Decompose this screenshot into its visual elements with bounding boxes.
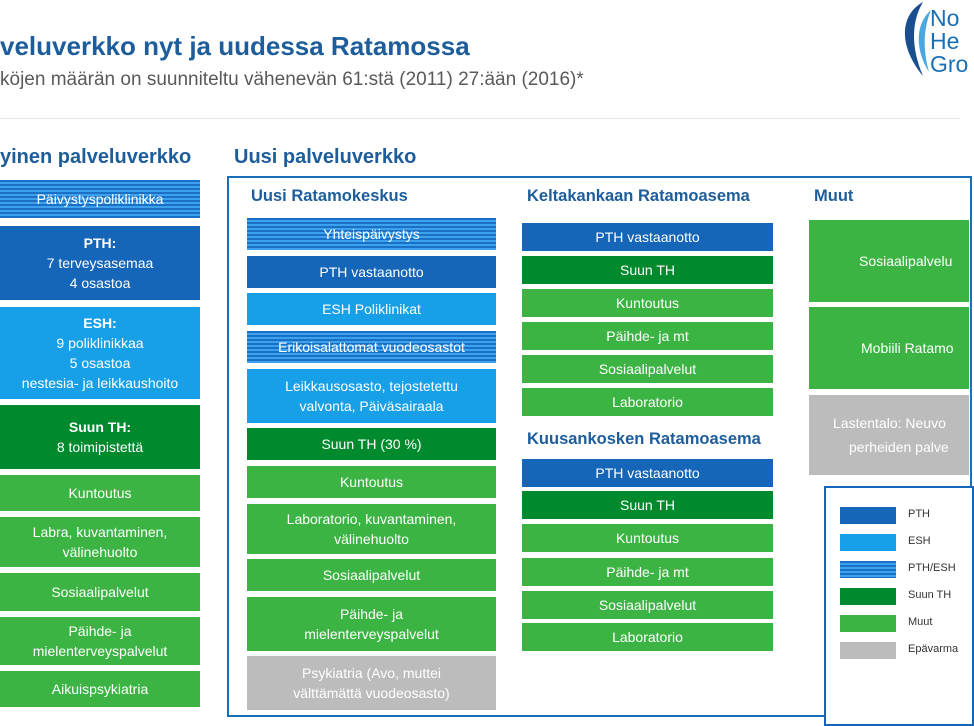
- center-box-yhteispaivystys: Yhteispäivystys: [247, 218, 496, 250]
- muut-box-lastentalo: Lastentalo: Neuvo perheiden palve: [809, 395, 969, 475]
- legend-swatch-pth: [840, 507, 896, 524]
- left-box-kuntoutus: Kuntoutus: [0, 475, 200, 511]
- left-box-suun-th: Suun TH: 8 toimipistettä: [0, 405, 200, 469]
- page-subtitle: köjen määrän on suunniteltu vähenevän 61:stä (2011) 27:ään (2016)*: [0, 69, 584, 90]
- color-legend: [824, 486, 974, 726]
- legend-label-muut: Muut: [908, 616, 933, 628]
- legend-label-pth-esh: PTH/ESH: [908, 562, 956, 574]
- left-box-labra: Labra, kuvantaminen, välinehuolto: [0, 517, 200, 567]
- kuusankoski-box-kuntoutus: Kuntoutus: [522, 524, 773, 552]
- keltakangas-heading: Keltakankaan Ratamoasema: [527, 187, 750, 205]
- logo-text-line-1: No: [930, 5, 960, 31]
- ratamokeskus-heading: Uusi Ratamokeskus: [251, 187, 408, 205]
- legend-swatch-muut: [840, 615, 896, 632]
- kuusankoski-box-paihde: Päihde- ja mt: [522, 558, 773, 586]
- left-box-paivystys: Päivystyspoliklinikka: [0, 180, 200, 218]
- kelta-box-kuntoutus: Kuntoutus: [522, 289, 773, 317]
- center-box-suun-th: Suun TH (30 %): [247, 428, 496, 460]
- center-box-leikkausosasto: Leikkausosasto, tejostetettu valvonta, Päiväsairaala: [247, 369, 496, 423]
- legend-swatch-suun-th: [840, 588, 896, 605]
- left-box-esh: ESH: 9 poliklinikkaa 5 osastoa nestesia- ja leikkaushoito: [0, 307, 200, 399]
- kelta-box-sosiaalipalvelut: Sosiaalipalvelut: [522, 355, 773, 383]
- center-box-laboratorio: Laboratorio, kuvantaminen, välinehuolto: [247, 504, 496, 554]
- legend-label-epavarma: Epävarma: [908, 643, 959, 655]
- muut-box-sosiaalipalvelu: Sosiaalipalvelu: [809, 220, 969, 302]
- legend-label-suun-th: Suun TH: [908, 589, 952, 601]
- left-box-pth: PTH: 7 terveysasemaa 4 osastoa: [0, 226, 200, 300]
- new-network-heading: Uusi palveluverkko: [234, 146, 417, 168]
- muut-box-mobiili: Mobiili Ratamo: [809, 307, 969, 389]
- header-divider: [0, 118, 960, 119]
- kelta-box-paihde: Päihde- ja mt: [522, 322, 773, 350]
- logo-text-line-3: Gro: [930, 51, 969, 77]
- legend-label-pth: PTH: [908, 508, 930, 520]
- legend-swatch-esh: [840, 534, 896, 551]
- logo-text-line-2: He: [930, 28, 960, 54]
- muut-heading: Muut: [814, 187, 854, 205]
- legend-label-esh: ESH: [908, 535, 931, 547]
- kelta-box-suun-th: Suun TH: [522, 256, 773, 284]
- center-box-vuodeosastot: Erikoisalattomat vuodeosastot: [247, 331, 496, 363]
- center-box-sosiaalipalvelut: Sosiaalipalvelut: [247, 559, 496, 591]
- company-logo-mark: [893, 0, 933, 80]
- kuusankoski-box-pth-vastaanotto: PTH vastaanotto: [522, 459, 773, 487]
- page-title: veluverkko nyt ja uudessa Ratamossa: [0, 31, 470, 61]
- legend-swatch-epavarma: [840, 642, 896, 659]
- kuusankoski-box-laboratorio: Laboratorio: [522, 623, 773, 651]
- kelta-box-pth-vastaanotto: PTH vastaanotto: [522, 223, 773, 251]
- center-box-pth-vastaanotto: PTH vastaanotto: [247, 256, 496, 288]
- center-box-psykiatria: Psykiatria (Avo, muttei välttämättä vuodeosasto): [247, 656, 496, 710]
- center-box-paihde: Päihde- ja mielenterveyspalvelut: [247, 597, 496, 651]
- left-box-sosiaalipalvelut: Sosiaalipalvelut: [0, 573, 200, 611]
- kelta-box-laboratorio: Laboratorio: [522, 388, 773, 416]
- kuusankoski-heading: Kuusankosken Ratamoasema: [527, 430, 761, 448]
- current-network-heading: yinen palveluverkko: [0, 146, 192, 168]
- legend-swatch-pth-esh: [840, 561, 896, 578]
- kuusankoski-box-suun-th: Suun TH: [522, 491, 773, 519]
- kuusankoski-box-sosiaalipalvelut: Sosiaalipalvelut: [522, 591, 773, 619]
- center-box-esh-poliklinikat: ESH Poliklinikat: [247, 293, 496, 325]
- left-box-aikuispsykiatria: Aikuispsykiatria: [0, 671, 200, 707]
- left-box-paihde: Päihde- ja mielenterveyspalvelut: [0, 617, 200, 665]
- center-box-kuntoutus: Kuntoutus: [247, 466, 496, 498]
